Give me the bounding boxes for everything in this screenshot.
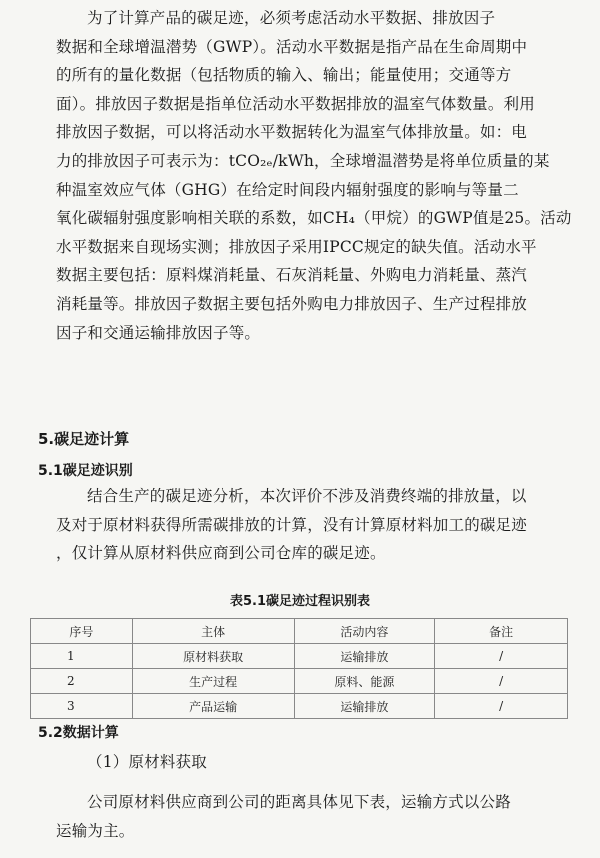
table-cell: 生产过程 <box>132 669 294 694</box>
text-line: 公司原材料供应商到公司的距离具体见下表，运输方式以公路 <box>87 793 511 811</box>
header-cell: 主体 <box>132 619 294 644</box>
subsection-heading-5-2: 5.2数据计算 <box>38 725 119 741</box>
table-cell: 运输排放 <box>294 644 435 669</box>
carbon-footprint-identification-table <box>30 618 568 719</box>
table-cell: 运输排放 <box>294 694 435 719</box>
text-line: 及对于原材料获得所需碳排放的计算，没有计算原材料加工的碳足迹 <box>56 515 528 534</box>
text-line: ，仅计算从原材料供应商到公司仓库的碳足迹。 <box>56 544 386 563</box>
text-line: 消耗量等。排放因子数据主要包括外购电力排放因子、生产过程排放 <box>56 294 528 313</box>
intro-paragraph <box>56 4 572 347</box>
table-header-row <box>31 619 568 644</box>
table-cell: 产品运输 <box>132 694 294 719</box>
table-caption: 表5.1碳足迹过程识别表 <box>229 594 371 609</box>
text-line: 力的排放因子可表示为：tCO₂ₑ/kWh，全球增温潜势是将单位质量的某 <box>56 151 550 170</box>
text-line: 为了计算产品的碳足迹，必须考虑活动水平数据、排放因子 <box>87 9 496 27</box>
table-cell: 1 <box>31 644 133 669</box>
header-cell: 活动内容 <box>294 619 435 644</box>
table-cell: / <box>435 644 568 669</box>
table-row <box>31 694 568 719</box>
text-line: 数据主要包括：原料煤消耗量、石灰消耗量、外购电力消耗量、蒸汽 <box>56 266 528 285</box>
text-line: 面）。排放因子数据是指单位活动水平数据排放的温室气体数量。利用 <box>56 94 535 113</box>
text-line: 数据和全球增温潜势（GWP）。活动水平数据是指产品在生命周期中 <box>56 37 528 56</box>
table-row <box>31 669 568 694</box>
text-line: （1）原材料获取 <box>87 753 207 771</box>
list-item-heading <box>56 748 556 777</box>
table-cell: 原材料获取 <box>132 644 294 669</box>
table-cell: / <box>435 694 568 719</box>
section-heading: 5.碳足迹计算 <box>38 430 130 448</box>
text-line: 运输为主。 <box>56 821 135 840</box>
table-cell: 2 <box>31 669 133 694</box>
table-cell: / <box>435 669 568 694</box>
text-line: 因子和交通运输排放因子等。 <box>56 323 261 342</box>
text-line: 的所有的量化数据（包括物质的输入、输出；能量使用；交通等方 <box>56 66 512 85</box>
subsection-heading-5-1: 5.1碳足迹识别 <box>38 463 133 479</box>
table-cell: 原料、能源 <box>294 669 435 694</box>
header-cell: 序号 <box>31 619 133 644</box>
text-line: 种温室效应气体（GHG）在给定时间段内辐射强度的影响与等量二 <box>56 180 519 199</box>
text-line: 排放因子数据，可以将活动水平数据转化为温室气体排放量。如：电 <box>56 123 528 142</box>
text-line: 氧化碳辐射强度影响相关联的系数，如CH₄（甲烷）的GWP值是25。活动 <box>56 209 572 228</box>
text-line: 水平数据来自现场实测；排放因子采用IPCC规定的缺失值。活动水平 <box>56 237 537 256</box>
identification-paragraph <box>56 482 556 568</box>
text-line: 结合生产的碳足迹分析，本次评价不涉及消费终端的排放量，以 <box>87 487 527 505</box>
distance-paragraph <box>56 788 556 845</box>
table-row <box>31 644 568 669</box>
header-cell: 备注 <box>435 619 568 644</box>
table-cell: 3 <box>31 694 133 719</box>
